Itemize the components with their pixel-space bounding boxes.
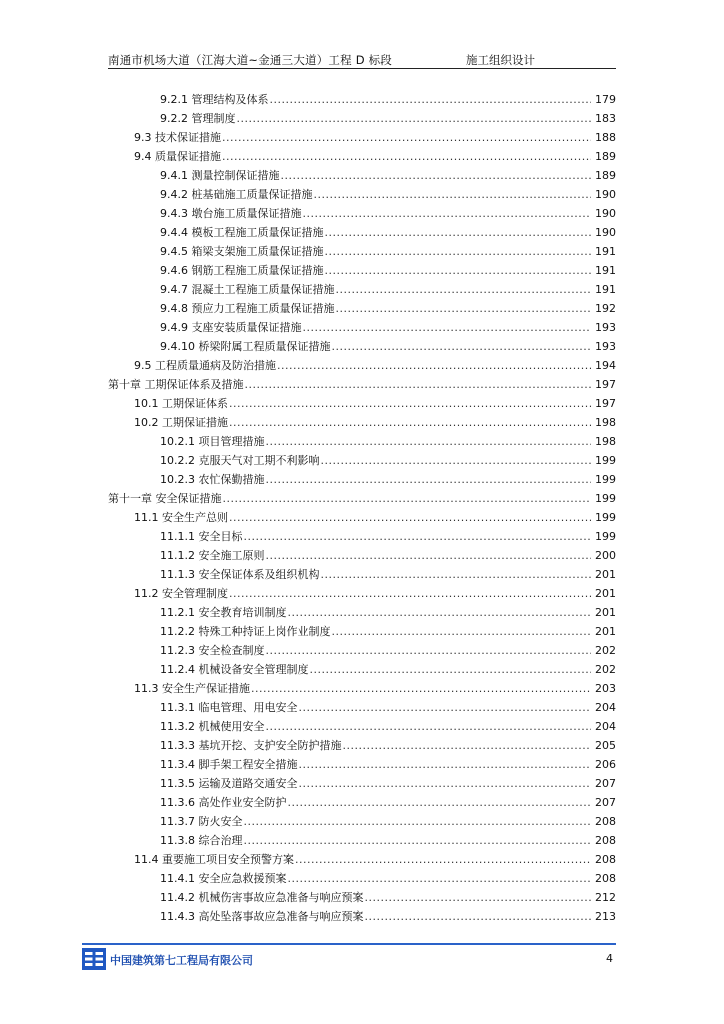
toc-entry-page: 189 xyxy=(595,169,616,182)
toc-leader-dots xyxy=(265,432,591,451)
toc-entry-title: 11.4.1 安全应急救援预案 xyxy=(160,872,287,885)
toc-entry-page: 191 xyxy=(595,264,616,277)
toc-leader-dots xyxy=(229,394,591,413)
toc-leader-dots xyxy=(303,204,592,223)
toc-leader-dots xyxy=(243,831,591,850)
toc-entry-title: 9.4.1 测量控制保证措施 xyxy=(160,169,280,182)
toc-entry[interactable] xyxy=(108,546,616,565)
toc-leader-dots xyxy=(298,698,591,717)
toc-leader-dots xyxy=(287,793,591,812)
table-of-contents xyxy=(108,90,616,926)
toc-entry-title: 10.2.1 项目管理措施 xyxy=(160,435,265,448)
toc-leader-dots xyxy=(245,375,592,394)
toc-leader-dots xyxy=(277,356,591,375)
toc-entry-page: 201 xyxy=(595,568,616,581)
toc-entry-page: 203 xyxy=(595,682,616,695)
toc-leader-dots xyxy=(325,223,592,242)
toc-leader-dots xyxy=(265,470,591,489)
toc-leader-dots xyxy=(287,869,591,888)
toc-entry-page: 201 xyxy=(595,587,616,600)
toc-entry-page: 201 xyxy=(595,606,616,619)
toc-entry[interactable] xyxy=(108,641,616,660)
toc-entry-page: 191 xyxy=(595,283,616,296)
toc-leader-dots xyxy=(364,888,591,907)
toc-leader-dots xyxy=(243,527,591,546)
toc-entry-page: 198 xyxy=(595,435,616,448)
toc-entry[interactable] xyxy=(108,584,616,603)
toc-entry-page: 179 xyxy=(595,93,616,106)
toc-entry-title: 11.2.4 机械设备安全管理制度 xyxy=(160,663,309,676)
toc-entry[interactable] xyxy=(108,850,616,869)
toc-entry-title: 11.2 安全管理制度 xyxy=(134,587,228,600)
toc-entry-page: 208 xyxy=(595,872,616,885)
toc-entry-page: 208 xyxy=(595,834,616,847)
toc-entry[interactable] xyxy=(108,508,616,527)
toc-entry-title: 11.2.1 安全教育培训制度 xyxy=(160,606,287,619)
toc-entry-page: 201 xyxy=(595,625,616,638)
toc-leader-dots xyxy=(295,850,591,869)
toc-entry[interactable] xyxy=(108,812,616,831)
toc-entry-title: 9.3 技术保证措施 xyxy=(134,131,221,144)
toc-entry[interactable] xyxy=(108,793,616,812)
toc-entry-title: 11.1.2 安全施工原则 xyxy=(160,549,265,562)
toc-entry-page: 190 xyxy=(595,207,616,220)
toc-entry-title: 9.4.6 钢筋工程施工质量保证措施 xyxy=(160,264,324,277)
toc-leader-dots xyxy=(222,128,591,147)
toc-entry-page: 202 xyxy=(595,644,616,657)
toc-entry-title: 11.1.1 安全目标 xyxy=(160,530,243,543)
toc-entry[interactable] xyxy=(108,451,616,470)
toc-entry-page: 207 xyxy=(595,777,616,790)
toc-leader-dots xyxy=(298,774,591,793)
toc-entry-title: 11.3.7 防火安全 xyxy=(160,815,243,828)
toc-entry-page: 192 xyxy=(595,302,616,315)
toc-entry[interactable] xyxy=(108,375,616,394)
toc-leader-dots xyxy=(298,755,591,774)
toc-leader-dots xyxy=(303,318,592,337)
footer-rule xyxy=(82,943,616,945)
toc-entry-title: 9.4.5 箱梁支架施工质量保证措施 xyxy=(160,245,324,258)
company-name: 中国建筑第七工程局有限公司 xyxy=(110,954,253,967)
toc-entry[interactable] xyxy=(108,242,616,261)
toc-entry-title: 10.1 工期保证体系 xyxy=(134,397,228,410)
header-rule xyxy=(108,68,616,69)
toc-entry[interactable] xyxy=(108,394,616,413)
toc-entry-page: 199 xyxy=(595,454,616,467)
company-logo-icon xyxy=(82,948,106,970)
toc-entry-page: 199 xyxy=(595,511,616,524)
toc-entry-title: 11.1.3 安全保证体系及组织机构 xyxy=(160,568,320,581)
toc-entry-page: 208 xyxy=(595,815,616,828)
toc-entry[interactable] xyxy=(108,128,616,147)
toc-entry[interactable] xyxy=(108,318,616,337)
toc-leader-dots xyxy=(325,242,592,261)
toc-entry-page: 202 xyxy=(595,663,616,676)
toc-leader-dots xyxy=(364,907,591,926)
toc-entry[interactable] xyxy=(108,356,616,375)
toc-entry-page: 199 xyxy=(595,530,616,543)
page-header xyxy=(108,50,616,70)
toc-entry-title: 9.4.2 桩基础施工质量保证措施 xyxy=(160,188,313,201)
toc-entry-page: 197 xyxy=(595,378,616,391)
toc-entry[interactable] xyxy=(108,109,616,128)
toc-entry-title: 9.4.3 墩台施工质量保证措施 xyxy=(160,207,302,220)
toc-entry-title: 9.2.1 管理结构及体系 xyxy=(160,93,269,106)
toc-entry-title: 9.4.4 模板工程施工质量保证措施 xyxy=(160,226,324,239)
toc-entry[interactable] xyxy=(108,660,616,679)
toc-entry-title: 10.2 工期保证措施 xyxy=(134,416,228,429)
toc-entry-title: 10.2.3 农忙保勤措施 xyxy=(160,473,265,486)
toc-entry[interactable] xyxy=(108,432,616,451)
toc-entry-title: 11.4.2 机械伤害事故应急准备与响应预案 xyxy=(160,891,364,904)
toc-entry-title: 11.3.8 综合治理 xyxy=(160,834,243,847)
toc-entry[interactable] xyxy=(108,280,616,299)
document-subtitle: 施工组织设计 xyxy=(466,53,535,67)
toc-leader-dots xyxy=(335,280,591,299)
toc-leader-dots xyxy=(335,299,591,318)
toc-entry-page: 206 xyxy=(595,758,616,771)
toc-leader-dots xyxy=(223,489,592,508)
toc-entry-title: 9.4 质量保证措施 xyxy=(134,150,221,163)
toc-entry-page: 212 xyxy=(595,891,616,904)
toc-leader-dots xyxy=(222,147,591,166)
toc-entry[interactable] xyxy=(108,223,616,242)
toc-entry-page: 188 xyxy=(595,131,616,144)
toc-leader-dots xyxy=(251,679,591,698)
toc-entry-title: 9.4.10 桥梁附属工程质量保证措施 xyxy=(160,340,331,353)
toc-entry[interactable] xyxy=(108,204,616,223)
toc-entry[interactable] xyxy=(108,261,616,280)
toc-entry-page: 204 xyxy=(595,701,616,714)
toc-entry[interactable] xyxy=(108,299,616,318)
toc-entry[interactable] xyxy=(108,736,616,755)
toc-entry-title: 9.4.9 支座安装质量保证措施 xyxy=(160,321,302,334)
toc-entry-title: 11.2.3 安全检查制度 xyxy=(160,644,265,657)
toc-entry[interactable] xyxy=(108,622,616,641)
toc-entry-title: 11.3.5 运输及道路交通安全 xyxy=(160,777,298,790)
toc-entry-title: 第十章 工期保证体系及措施 xyxy=(108,378,244,391)
toc-leader-dots xyxy=(265,717,591,736)
toc-entry-title: 9.5 工程质量通病及防治措施 xyxy=(134,359,276,372)
toc-leader-dots xyxy=(309,660,591,679)
toc-entry[interactable] xyxy=(108,90,616,109)
toc-entry-title: 11.3.6 高处作业安全防护 xyxy=(160,796,287,809)
toc-leader-dots xyxy=(325,261,592,280)
page-number: 4 xyxy=(606,952,613,965)
toc-leader-dots xyxy=(237,109,592,128)
toc-entry-page: 197 xyxy=(595,397,616,410)
toc-leader-dots xyxy=(331,337,591,356)
toc-entry-page: 199 xyxy=(595,473,616,486)
toc-entry[interactable] xyxy=(108,907,616,926)
toc-entry-title: 11.3.3 基坑开挖、支护安全防护措施 xyxy=(160,739,342,752)
toc-entry-page: 200 xyxy=(595,549,616,562)
toc-entry[interactable] xyxy=(108,869,616,888)
toc-entry-page: 199 xyxy=(595,492,616,505)
toc-leader-dots xyxy=(270,90,592,109)
toc-leader-dots xyxy=(281,166,592,185)
toc-leader-dots xyxy=(287,603,591,622)
toc-entry-page: 191 xyxy=(595,245,616,258)
toc-entry-page: 208 xyxy=(595,853,616,866)
toc-entry-title: 11.3.4 脚手架工程安全措施 xyxy=(160,758,298,771)
toc-entry-title: 11.3 安全生产保证措施 xyxy=(134,682,250,695)
toc-entry-page: 189 xyxy=(595,150,616,163)
toc-entry-page: 190 xyxy=(595,188,616,201)
toc-entry-page: 193 xyxy=(595,321,616,334)
toc-leader-dots xyxy=(229,413,591,432)
toc-leader-dots xyxy=(342,736,591,755)
toc-entry-page: 204 xyxy=(595,720,616,733)
toc-entry-title: 11.4.3 高处坠落事故应急准备与响应预案 xyxy=(160,910,364,923)
toc-entry-page: 205 xyxy=(595,739,616,752)
toc-entry[interactable] xyxy=(108,337,616,356)
toc-entry[interactable] xyxy=(108,147,616,166)
toc-entry-page: 190 xyxy=(595,226,616,239)
toc-entry[interactable] xyxy=(108,603,616,622)
toc-leader-dots xyxy=(314,185,592,204)
toc-entry-title: 11.2.2 特殊工种持证上岗作业制度 xyxy=(160,625,331,638)
toc-entry-title: 第十一章 安全保证措施 xyxy=(108,492,222,505)
toc-leader-dots xyxy=(243,812,591,831)
toc-leader-dots xyxy=(320,451,591,470)
toc-entry-page: 194 xyxy=(595,359,616,372)
toc-leader-dots xyxy=(265,641,591,660)
toc-entry[interactable] xyxy=(108,527,616,546)
toc-entry[interactable] xyxy=(108,413,616,432)
toc-entry-page: 193 xyxy=(595,340,616,353)
toc-entry[interactable] xyxy=(108,888,616,907)
toc-entry-page: 183 xyxy=(595,112,616,125)
toc-entry[interactable] xyxy=(108,166,616,185)
toc-entry-page: 198 xyxy=(595,416,616,429)
toc-entry-page: 213 xyxy=(595,910,616,923)
toc-entry-page: 207 xyxy=(595,796,616,809)
toc-leader-dots xyxy=(229,584,591,603)
toc-leader-dots xyxy=(331,622,591,641)
toc-entry[interactable] xyxy=(108,679,616,698)
toc-entry[interactable] xyxy=(108,698,616,717)
toc-entry-title: 9.4.7 混凝土工程施工质量保证措施 xyxy=(160,283,335,296)
toc-entry[interactable] xyxy=(108,565,616,584)
toc-entry-title: 9.4.8 预应力工程施工质量保证措施 xyxy=(160,302,335,315)
toc-entry-title: 11.4 重要施工项目安全预警方案 xyxy=(134,853,294,866)
toc-entry[interactable] xyxy=(108,489,616,508)
toc-entry[interactable] xyxy=(108,755,616,774)
toc-entry-title: 10.2.2 克服天气对工期不利影响 xyxy=(160,454,320,467)
document-title: 南通市机场大道（江海大道~金通三大道）工程 D 标段 xyxy=(108,53,392,67)
toc-entry[interactable] xyxy=(108,185,616,204)
toc-entry[interactable] xyxy=(108,470,616,489)
toc-entry-title: 9.2.2 管理制度 xyxy=(160,112,236,125)
toc-entry-title: 11.3.1 临电管理、用电安全 xyxy=(160,701,298,714)
toc-leader-dots xyxy=(229,508,591,527)
toc-entry-title: 11.1 安全生产总则 xyxy=(134,511,228,524)
toc-entry[interactable] xyxy=(108,831,616,850)
toc-entry-title: 11.3.2 机械使用安全 xyxy=(160,720,265,733)
toc-leader-dots xyxy=(265,546,591,565)
toc-entry[interactable] xyxy=(108,774,616,793)
toc-entry[interactable] xyxy=(108,717,616,736)
toc-leader-dots xyxy=(320,565,591,584)
